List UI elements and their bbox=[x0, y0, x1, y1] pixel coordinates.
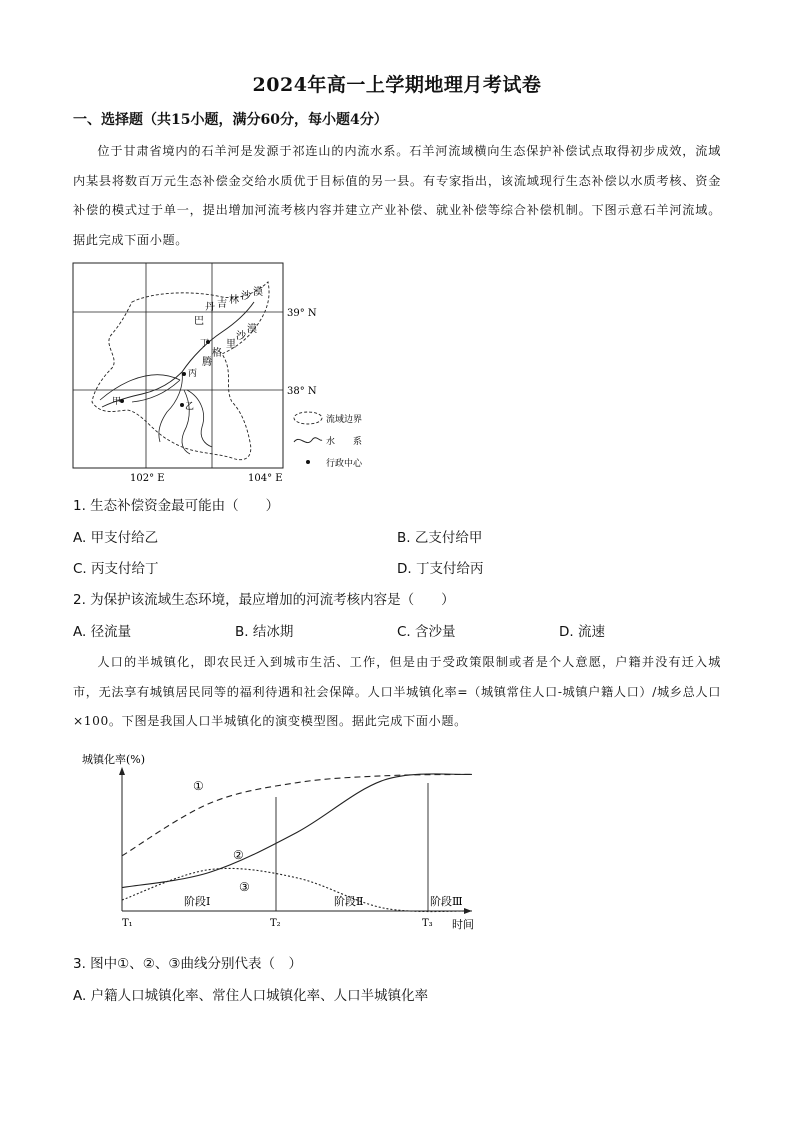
desert-badain-6: 漠 bbox=[253, 287, 263, 298]
map-frame bbox=[73, 263, 283, 468]
tick-t1: T₁ bbox=[122, 918, 133, 929]
section-heading: 一、选择题（共15小题，满分60分，每小题4分） bbox=[73, 112, 388, 128]
place-yi-label: 乙 bbox=[185, 402, 195, 412]
question-3-stem: 3. 图中①、②、③曲线分别代表（ ） bbox=[73, 956, 302, 972]
desert-tengger-4: 沙 bbox=[236, 331, 246, 342]
q2-option-c[interactable]: C. 含沙量 bbox=[397, 624, 456, 640]
legend-boundary-symbol bbox=[294, 412, 322, 424]
desert-tengger-1: 腾 bbox=[202, 357, 212, 368]
place-bing-label: 丙 bbox=[188, 369, 198, 379]
tributary-5 bbox=[187, 390, 212, 447]
tributary-4 bbox=[182, 390, 190, 454]
chart-ylabel: 城镇化率(%) bbox=[82, 753, 146, 766]
desert-tengger-5: 漠 bbox=[247, 324, 257, 335]
passage-1: 位于甘肃省境内的石羊河是发源于祁连山的内流水系。石羊河流域横向生态保护补偿试点取得初步成效，流域内某县将数百万元生态补偿金交给水质优于目标值的另一县。有专家指出，该流域现行生态补偿以水质考核、资金补偿的模式过于单一，提出增加河流考核内容并建立产业补偿、就业补偿等综合补偿机制。下图示意石羊河流域。据此完成下面小题。 bbox=[73, 144, 721, 247]
legend-river-symbol bbox=[294, 438, 322, 443]
series-layer bbox=[122, 774, 472, 912]
desert-badain-1: 巴 bbox=[194, 316, 204, 327]
tick-t3: T₃ bbox=[422, 918, 433, 929]
q1-option-b[interactable]: B. 乙支付给甲 bbox=[397, 530, 483, 546]
stage-label-2: 阶段Ⅱ bbox=[334, 895, 364, 908]
tributary-3 bbox=[159, 372, 183, 442]
q1-option-c[interactable]: C. 丙支付给丁 bbox=[73, 561, 159, 577]
desert-badain-3: 吉 bbox=[217, 299, 227, 310]
place-bing-dot bbox=[182, 372, 186, 376]
semi-urbanization-chart bbox=[76, 745, 486, 935]
basin-boundary bbox=[92, 282, 269, 460]
legend-center-label: 行政中心 bbox=[326, 459, 362, 469]
y-axis-arrow bbox=[119, 767, 125, 775]
place-yi-dot bbox=[180, 403, 184, 407]
q3-option-a[interactable]: A. 户籍人口城镇化率、常住人口城镇化率、人口半城镇化率 bbox=[73, 988, 429, 1004]
lon-label-104: 104° E bbox=[248, 473, 283, 484]
lon-label-102: 102° E bbox=[130, 473, 165, 484]
stage-label-1: 阶段Ⅰ bbox=[184, 895, 211, 908]
desert-tengger-2: 格 bbox=[212, 348, 222, 359]
series-line-2 bbox=[122, 774, 472, 888]
series-label-3: ③ bbox=[239, 880, 250, 894]
tick-t2: T₂ bbox=[270, 918, 281, 929]
passage-2: 人口的半城镇化，即农民迁入到城市生活、工作，但是由于受政策限制或者是个人意愿，户籍并没有迁入城市，无法享有城镇居民同等的福利待遇和社会保障。人口半城镇化率=（城镇常住人口-城镇户籍人口）/城乡总人口×100。下图是我国人口半城镇化的演变模型图。据此完成下面小题。 bbox=[73, 655, 721, 728]
desert-badain-4: 林 bbox=[229, 295, 239, 306]
desert-badain-5: 沙 bbox=[241, 291, 251, 302]
chart-xlabel: 时间 bbox=[452, 918, 474, 931]
legend-river-label: 水 系 bbox=[326, 437, 362, 447]
shiyang-river-map bbox=[72, 262, 362, 486]
legend-center-symbol bbox=[306, 460, 310, 464]
desert-badain-2: 丹 bbox=[205, 302, 215, 313]
legend-boundary-label: 流域边界 bbox=[326, 415, 362, 425]
q2-option-b[interactable]: B. 结冰期 bbox=[235, 624, 294, 640]
place-jia-label: 甲 bbox=[112, 397, 122, 407]
series-label-2: ② bbox=[233, 848, 244, 862]
desert-tengger-3: 里 bbox=[226, 339, 236, 350]
lat-label-39: 39° N bbox=[287, 308, 317, 319]
series-line-3 bbox=[122, 868, 472, 911]
q1-option-d[interactable]: D. 丁支付给丙 bbox=[397, 561, 484, 577]
q1-option-a[interactable]: A. 甲支付给乙 bbox=[73, 530, 159, 546]
tributary-2 bbox=[132, 380, 180, 402]
question-1-stem: 1. 生态补偿资金最可能由（ ） bbox=[73, 498, 280, 514]
q2-option-a[interactable]: A. 径流量 bbox=[73, 624, 132, 640]
question-2-stem: 2. 为保护该流域生态环境，最应增加的河流考核内容是（ ） bbox=[73, 592, 455, 608]
stage-label-3: 阶段Ⅲ bbox=[430, 895, 463, 908]
q2-option-d[interactable]: D. 流速 bbox=[559, 624, 605, 640]
place-ding-label: 丁 bbox=[200, 339, 210, 349]
series-label-1: ① bbox=[193, 779, 204, 793]
lat-label-38: 38° N bbox=[287, 386, 317, 397]
series-line-1 bbox=[122, 774, 472, 855]
page-title: 2024年高一上学期地理月考试卷 bbox=[252, 74, 542, 96]
